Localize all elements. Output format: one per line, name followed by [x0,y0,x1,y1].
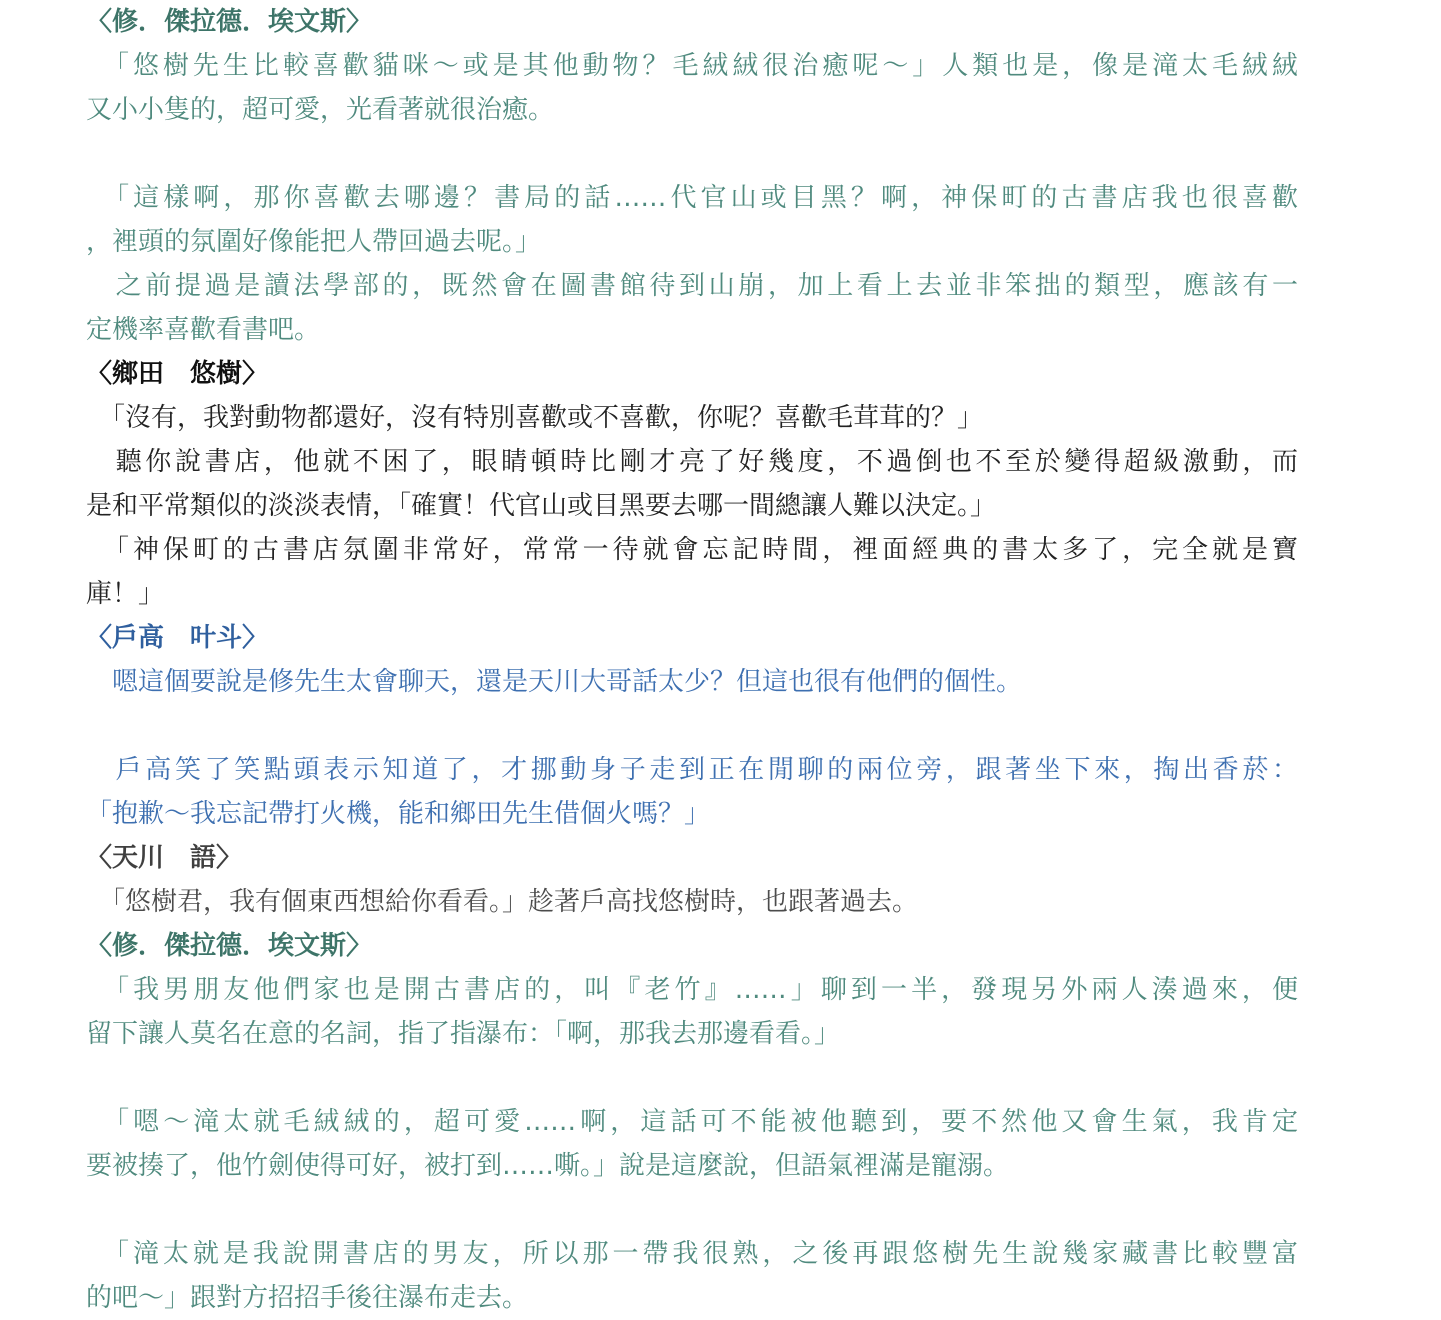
speaker-shu-2: 〈修．傑拉德．埃文斯〉 [86,931,373,961]
paragraph-line: 是和平常類似的淡淡表情，「確實！代官山或目黑要去哪一間總讓人難以決定。」 [86,491,997,521]
paragraph-line: 的吧～」跟對方招招手後往瀑布走去。 [86,1283,529,1313]
paragraph-line: 「嗯～滝太就毛絨絨的，超可愛……啊，這話可不能被他聽到，要不然他又會生氣，我肯定 [86,1107,1298,1137]
paragraph-line: 「這樣啊，那你喜歡去哪邊？書局的話……代官山或目黑？啊，神保町的古書店我也很喜歡 [86,183,1298,213]
blank-line [86,704,1298,748]
paragraph-line: 「沒有，我對動物都還好，沒有特別喜歡或不喜歡，你呢？喜歡毛茸茸的？」 [86,403,984,433]
paragraph-line: 「神保町的古書店氛圍非常好，常常一待就會忘記時間，裡面經典的書太多了，完全就是寶 [86,535,1298,565]
paragraph-line: 「滝太就是我說開書店的男友，所以那一帶我很熟，之後再跟悠樹先生說幾家藏書比較豐富 [86,1239,1298,1269]
paragraph-line: 又小小隻的，超可愛，光看著就很治癒。 [86,95,555,125]
blank-line [86,1188,1298,1232]
paragraph-line: 之前提過是讀法學部的，既然會在圖書館待到山崩，加上看上去並非笨拙的類型，應該有一 [86,271,1298,301]
speaker-yuki: 〈鄉田 悠樹〉 [86,359,269,389]
speaker-shu: 〈修．傑拉德．埃文斯〉 [86,7,373,37]
blank-line [86,132,1298,176]
paragraph-line: 「悠樹君，我有個東西想給你看看。」趁著戶高找悠樹時，也跟著過去。 [86,887,919,917]
paragraph-line: 聽你說書店，他就不困了，眼睛頓時比剛才亮了好幾度，不過倒也不至於變得超級激動，而 [86,447,1298,477]
story-page [86,0,1298,1320]
paragraph-line: 「我男朋友他們家也是開古書店的，叫『老竹』……」聊到一半，發現另外兩人湊過來，便 [86,975,1298,1005]
paragraph-line: 戶高笑了笑點頭表示知道了，才挪動身子走到正在閒聊的兩位旁，跟著坐下來，掏出香菸： [86,755,1298,785]
paragraph-line: 庫！」 [86,579,165,609]
paragraph-line: 「抱歉～我忘記帶打火機，能和鄉田先生借個火嗎？」 [86,799,711,829]
paragraph-line: ，裡頭的氛圍好像能把人帶回過去呢。」 [86,227,542,257]
paragraph-line: 留下讓人莫名在意的名詞，指了指瀑布：「啊，那我去那邊看看。」 [86,1019,841,1049]
paragraph-line: 嗯這個要說是修先生太會聊天，還是天川大哥話太少？但這也很有他們的個性。 [86,667,1023,697]
paragraph-line: 「悠樹先生比較喜歡貓咪～或是其他動物？毛絨絨很治癒呢～」人類也是，像是滝太毛絨絨 [86,51,1298,81]
blank-line [86,1056,1298,1100]
paragraph-line: 要被揍了，他竹劍使得可好，被打到……嘶。」說是這麼說，但語氣裡滿是寵溺。 [86,1151,1010,1181]
paragraph-line: 定機率喜歡看書吧。 [86,315,321,345]
speaker-todaka: 〈戶高 叶斗〉 [86,623,269,653]
speaker-amakawa: 〈天川 語〉 [86,843,243,873]
